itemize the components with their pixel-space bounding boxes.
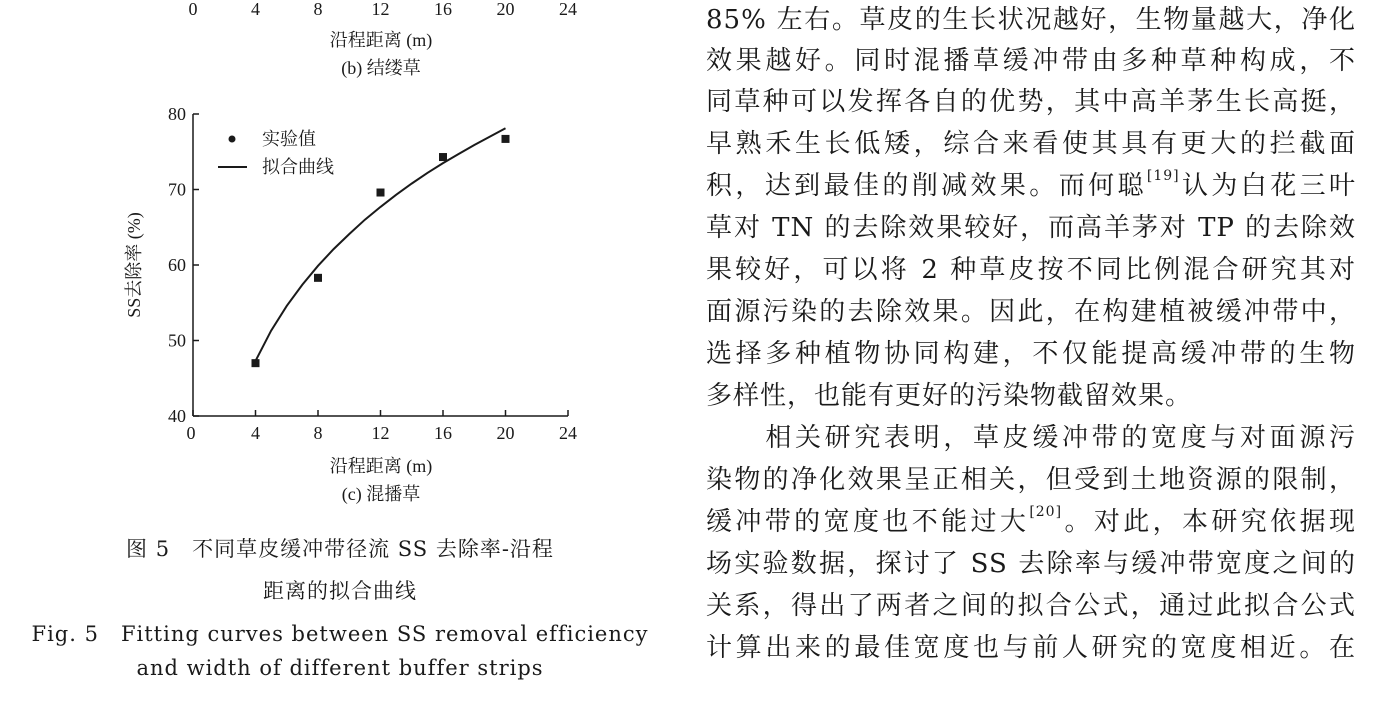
text-line-1: 85% 左右。草皮的生长状况越好，生物量越大，净化 [706, 5, 1356, 35]
text-line-5-head: 积，达到最佳的削减效果。而何聪 [706, 171, 1147, 201]
data-point [314, 274, 322, 282]
x-tick-label: 8 [313, 423, 323, 443]
legend [218, 129, 334, 177]
text-line-13-head: 缓冲带的宽度也不能过大 [706, 507, 1030, 537]
text-line-7: 果较好，可以将 2 种草皮按不同比例混合研究其对 [706, 255, 1356, 285]
text-line-10: 多样性，也能有更好的污染物截留效果。 [706, 381, 1193, 411]
text-line-15: 关系，得出了两者之间的拟合公式，通过此拟合公式 [706, 591, 1356, 621]
legend-label-points: 实验值 [262, 129, 316, 149]
citation-20: [20] [1029, 504, 1063, 520]
x-tick-label: 12 [371, 423, 390, 443]
chart-sublabel: (c) 混播草 [341, 484, 421, 504]
citation-19: [19] [1146, 168, 1180, 184]
top-chart-x-tick-label: 12 [371, 0, 390, 19]
caption-en-line-2: and width of different buffer strips [136, 656, 544, 680]
text-line-8: 面源污染的去除效果。因此，在构建植被缓冲带中， [706, 297, 1356, 327]
caption-cn-line-2: 距离的拟合曲线 [263, 579, 417, 603]
figure-column [0, 0, 680, 712]
y-tick-label: 70 [168, 179, 186, 200]
top-chart-x-tick-label: 16 [434, 0, 452, 19]
x-tick-label: 0 [186, 423, 196, 443]
data-point [377, 189, 385, 197]
x-tick-label: 16 [434, 423, 452, 443]
data-point [252, 359, 260, 367]
y-axis-label: SS去除率 (%) [124, 212, 144, 318]
top-chart-x-tick-labels [189, 0, 578, 19]
y-tick-label: 60 [168, 255, 186, 275]
text-line-5 [706, 166, 1356, 206]
top-chart-x-tick-label: 24 [559, 0, 577, 19]
data-point [502, 135, 510, 143]
top-chart-sublabel: (b) 结缕草 [341, 58, 421, 78]
x-tick-label: 24 [559, 423, 577, 443]
top-chart-x-tick-label: 0 [188, 0, 198, 19]
text-line-9: 选择多种植物协同构建，不仅能提高缓冲带的生物 [706, 339, 1356, 369]
chart-axes [193, 114, 568, 416]
data-point [439, 153, 447, 161]
legend-label-curve: 拟合曲线 [262, 157, 334, 177]
text-line-13 [706, 502, 1356, 542]
top-chart-x-tick-label: 20 [496, 0, 515, 19]
text-line-4: 早熟禾生长低矮，综合来看使其具有更大的拦截面 [706, 129, 1356, 159]
x-ticks [187, 410, 578, 443]
x-tick-label: 4 [251, 423, 260, 443]
text-line-11: 相关研究表明，草皮缓冲带的宽度与对面源污 [706, 423, 1356, 453]
text-line-2: 效果越好。同时混播草缓冲带由多种草种构成，不 [706, 46, 1356, 76]
text-line-13-tail: 。对此，本研究依据现 [1062, 507, 1356, 537]
top-chart-x-tick-label: 8 [313, 0, 323, 19]
y-tick-label: 50 [168, 330, 186, 351]
text-line-16: 计算出来的最佳宽度也与前人研究的宽度相近。在 [706, 633, 1356, 663]
top-chart-x-tick-label: 4 [251, 0, 260, 19]
text-line-5-tail: 认为白花三叶 [1179, 171, 1356, 201]
legend-point-marker [229, 136, 236, 143]
y-tick-label: 80 [168, 104, 186, 124]
figure-5 [0, 0, 680, 520]
x-axis-label: 沿程距离 (m) [329, 456, 433, 476]
y-ticks [168, 104, 199, 426]
text-line-14: 场实验数据，探讨了 SS 去除率与缓冲带宽度之间的 [706, 549, 1356, 579]
x-tick-label: 20 [496, 423, 515, 443]
text-line-12: 染物的净化效果呈正相关，但受到土地资源的限制， [706, 465, 1356, 495]
y-tick-label: 40 [168, 406, 186, 426]
text-line-6: 草对 TN 的去除效果较好，而高羊茅对 TP 的去除效 [706, 213, 1356, 243]
top-chart-xlabel: 沿程距离 (m) [329, 30, 433, 50]
caption-cn-line-1: 图 5 不同草皮缓冲带径流 SS 去除率-沿程 [126, 537, 554, 561]
text-line-3: 同草种可以发挥各自的优势，其中高羊茅生长高挺， [706, 87, 1356, 117]
caption-en-line-1: Fig. 5 Fitting curves between SS removal efficiency [31, 622, 649, 646]
